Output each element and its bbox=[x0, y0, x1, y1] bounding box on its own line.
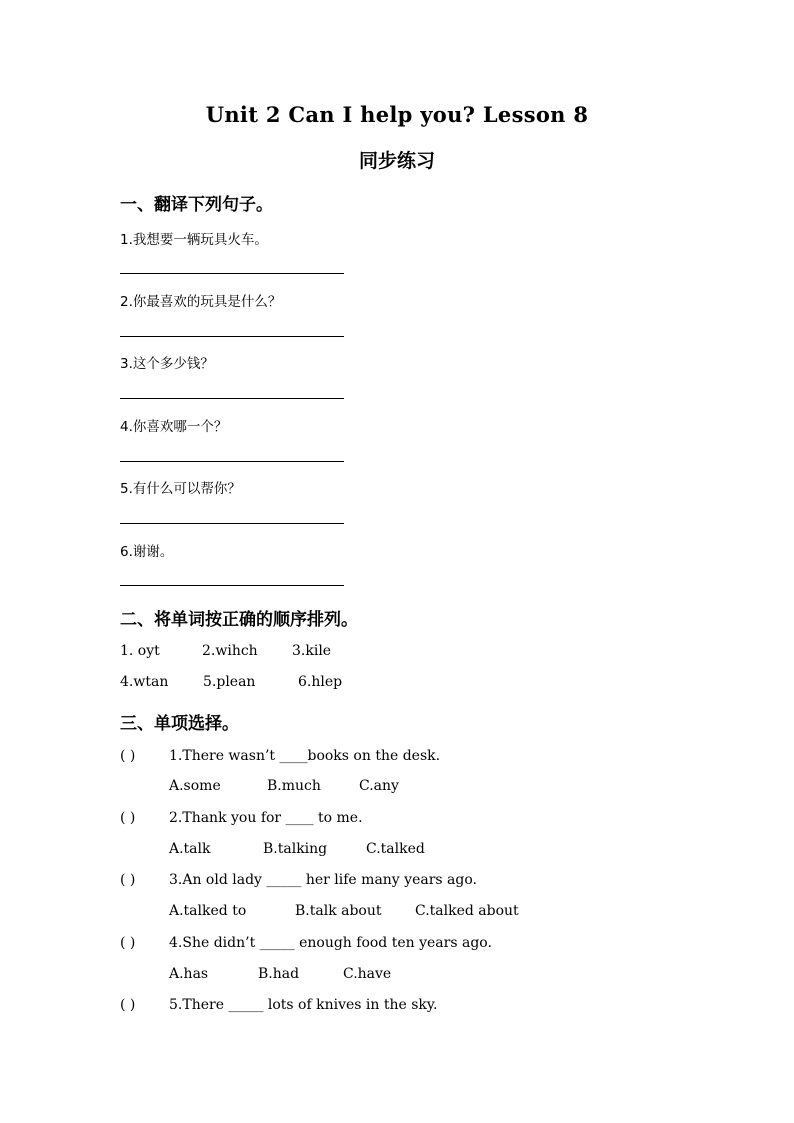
translate-item-4: 4.你喜欢哪一个？ bbox=[120, 419, 228, 435]
answer-parenthesis-1[interactable]: ( ) bbox=[120, 748, 136, 764]
option-c: C.any bbox=[359, 778, 399, 794]
answer-line-4[interactable] bbox=[120, 461, 344, 462]
question-3: 3.An old lady _____ her life many years ago. bbox=[169, 872, 477, 888]
translate-item-6: 6.谢谢。 bbox=[120, 544, 174, 560]
option-c: C.talked bbox=[366, 841, 425, 857]
option-a: A.talked to bbox=[169, 903, 247, 919]
answer-line-6[interactable] bbox=[120, 585, 344, 586]
option-b: B.talk about bbox=[295, 903, 382, 919]
answer-parenthesis-5[interactable]: ( ) bbox=[120, 997, 136, 1013]
answer-line-1[interactable] bbox=[120, 273, 344, 274]
translate-item-1: 1.我想要一辆玩具火车。 bbox=[120, 232, 268, 248]
scrambled-word: 3.kile bbox=[292, 643, 332, 659]
answer-parenthesis-4[interactable]: ( ) bbox=[120, 935, 136, 951]
option-b: B.had bbox=[258, 966, 300, 982]
page-subtitle: 同步练习 bbox=[358, 150, 435, 172]
option-b: B.much bbox=[267, 778, 321, 794]
option-a: A.talk bbox=[169, 841, 211, 857]
section1-heading: 一、翻译下列句子。 bbox=[120, 195, 273, 215]
question-4: 4.She didn’t _____ enough food ten years ago. bbox=[169, 935, 492, 951]
section3-heading: 三、单项选择。 bbox=[120, 714, 239, 734]
option-a: A.some bbox=[169, 778, 221, 794]
scrambled-word: 2.wihch bbox=[202, 643, 258, 659]
option-b: B.talking bbox=[263, 841, 328, 857]
question-1: 1.There wasn’t ____books on the desk. bbox=[169, 748, 441, 764]
option-c: C.have bbox=[343, 966, 392, 982]
question-2: 2.Thank you for ____ to me. bbox=[169, 810, 363, 826]
scrambled-word: 6.hlep bbox=[298, 674, 343, 690]
scrambled-word: 1. oyt bbox=[120, 643, 160, 659]
answer-line-5[interactable] bbox=[120, 523, 344, 524]
answer-line-2[interactable] bbox=[120, 336, 344, 337]
answer-line-3[interactable] bbox=[120, 398, 344, 399]
translate-item-3: 3.这个多少钱？ bbox=[120, 356, 214, 372]
page-title: Unit 2 Can I help you? Lesson 8 bbox=[205, 102, 589, 127]
answer-parenthesis-2[interactable]: ( ) bbox=[120, 810, 136, 826]
option-c: C.talked about bbox=[415, 903, 519, 919]
question-5: 5.There _____ lots of knives in the sky. bbox=[169, 997, 438, 1013]
section2-heading: 二、将单词按正确的顺序排列。 bbox=[120, 610, 358, 630]
scrambled-word: 4.wtan bbox=[120, 674, 169, 690]
translate-item-2: 2.你最喜欢的玩具是什么？ bbox=[120, 294, 282, 310]
translate-item-5: 5.有什么可以帮你？ bbox=[120, 481, 241, 497]
scrambled-word: 5.plean bbox=[203, 674, 256, 690]
option-a: A.has bbox=[169, 966, 209, 982]
answer-parenthesis-3[interactable]: ( ) bbox=[120, 872, 136, 888]
